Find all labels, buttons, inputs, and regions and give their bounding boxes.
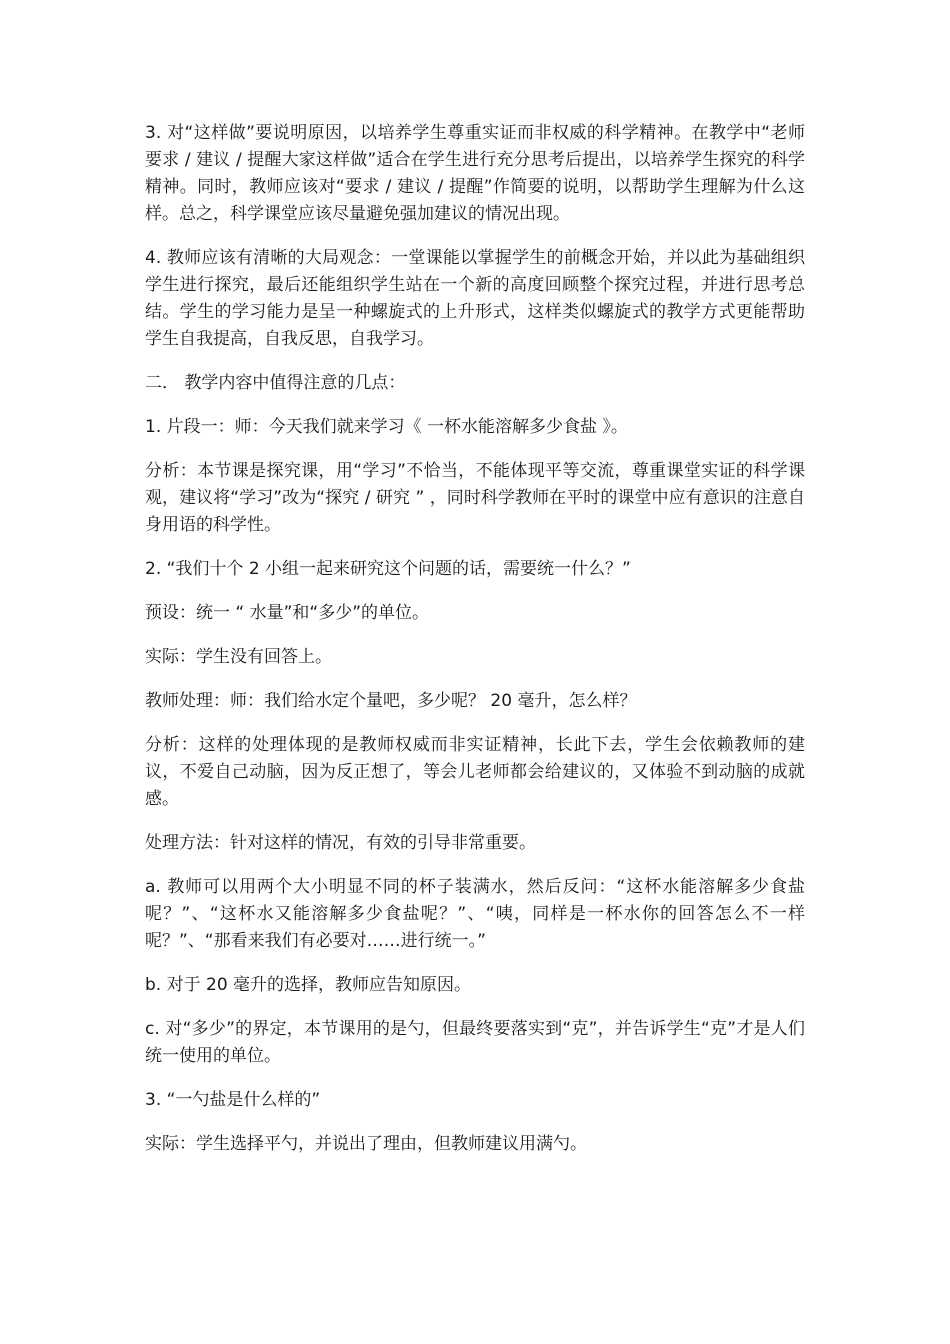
paragraph-method: 处理方法：针对这样的情况，有效的引导非常重要。	[145, 833, 536, 853]
paragraph-actual-2: 实际：学生选择平勺，并说出了理由，但教师建议用满勺。	[145, 1134, 587, 1154]
paragraph-segment-1: 1. 片段一：师：今天我们就来学习《 一杯水能溶解多少食盐 》。	[145, 417, 628, 437]
paragraph-segment-2: 2. “我们十个 2 小组一起来研究这个问题的话，需要统一什么？”	[145, 559, 631, 579]
document-body	[145, 120, 805, 1175]
paragraph-item-a: a. 教师可以用两个大小明显不同的杯子装满水，然后反问：“这杯水能溶解多少食盐呢？”、“这杯水又能溶解多少食盐呢？”、“咦，同样是一杯水你的回答怎么不一样呢？”、“那看来我们有必要对……进行统一。”	[145, 877, 805, 951]
paragraph-point-4: 4. 教师应该有清晰的大局观念：一堂课能以掌握学生的前概念开始，并以此为基础组织学生进行探究，最后还能组织学生站在一个新的高度回顾整个探究过程，并进行思考总结。学生的学习能力是呈一种螺旋式的上升形式，这样类似螺旋式的教学方式更能帮助学生自我提高，自我反思，自我学习。	[145, 248, 805, 349]
section-heading-2: 二． 教学内容中值得注意的几点：	[145, 373, 406, 393]
paragraph-item-b: b. 对于 20 毫升的选择，教师应告知原因。	[145, 975, 472, 995]
paragraph-analysis-1: 分析：本节课是探究课，用“学习”不恰当，不能体现平等交流，尊重课堂实证的科学课观，建议将“学习”改为“探究 / 研究 ” ，同时科学教师在平时的课堂中应有意识的注意自身用语的科学性。	[145, 461, 805, 535]
paragraph-point-3: 3. 对“这样做”要说明原因，以培养学生尊重实证而非权威的科学精神。在教学中“老师要求 / 建议 / 提醒大家这样做”适合在学生进行充分思考后提出，以培养学生探究的科学精神。同时，教师应该对“要求 / 建议 / 提醒”作简要的说明，以帮助学生理解为什么这样。总之，科学课堂应该尽量避免强加建议的情况出现。	[145, 123, 805, 224]
paragraph-item-c: c. 对“多少”的界定，本节课用的是勺，但最终要落实到“克”，并告诉学生“克”才是人们统一使用的单位。	[145, 1019, 805, 1066]
paragraph-teacher-handling: 教师处理：师：我们给水定个量吧，多少呢？ 20 毫升，怎么样？	[145, 691, 637, 711]
paragraph-expected: 预设：统一 “ 水量”和“多少”的单位。	[145, 603, 430, 623]
paragraph-segment-3: 3. “一勺盐是什么样的”	[145, 1090, 321, 1110]
paragraph-actual-1: 实际：学生没有回答上。	[145, 647, 332, 667]
paragraph-analysis-2: 分析：这样的处理体现的是教师权威而非实证精神，长此下去，学生会依赖教师的建议，不爱自己动脑，因为反正想了，等会儿老师都会给建议的，又体验不到动脑的成就感。	[145, 735, 805, 809]
